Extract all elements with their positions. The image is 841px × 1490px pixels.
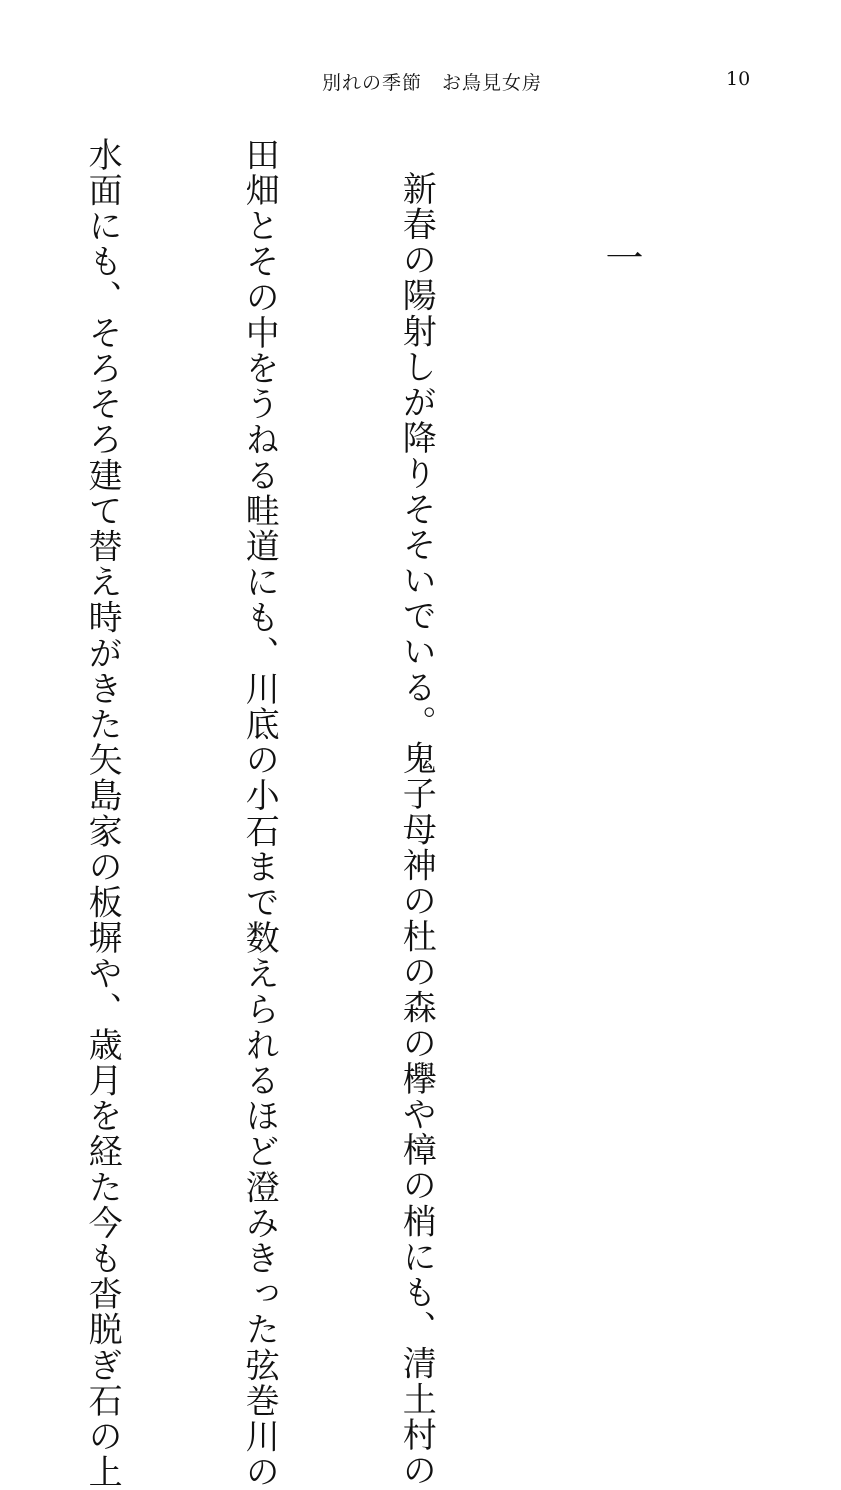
page-number: 10 — [726, 68, 751, 90]
text-line: 新春の陽射しが降りそそいでいる。鬼子母神の杜の森の欅や樟の梢にも、清土村の — [396, 171, 437, 1489]
chapter-number: 一 — [599, 238, 643, 276]
text-line: 田畑とその中をうねる畦道にも、川底の小石まで数えられるほど澄みきった弦巻川の — [239, 137, 280, 1490]
vertical-body-text — [0, 137, 547, 1490]
text-line: 水面にも、そろそろ建て替え時がきた矢島家の板塀や、歳月を経た今も沓脱ぎ石の上 — [82, 137, 123, 1490]
running-head: 別れの季節 お鳥見女房 — [322, 72, 543, 94]
